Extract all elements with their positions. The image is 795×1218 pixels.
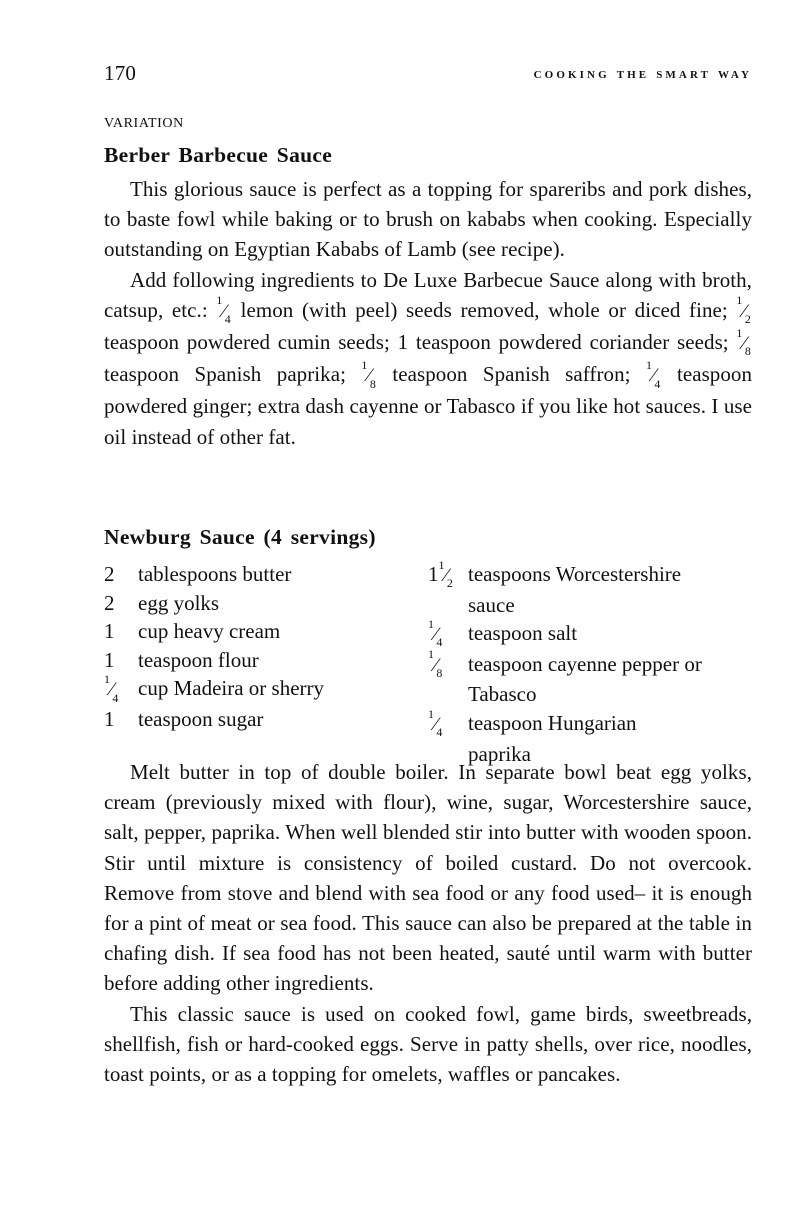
ingredient-name: egg yolks (138, 590, 220, 615)
ingredient-row (104, 646, 428, 675)
ingredient-name: Tabasco (468, 682, 537, 707)
ingredient-name: cup heavy cream (138, 619, 281, 644)
recipe-berber-body (104, 174, 752, 452)
fraction: $^1⁄_4$ (428, 706, 443, 740)
ingredient-row (428, 680, 752, 709)
fraction: $^1⁄_4$ (645, 357, 661, 391)
paragraph: This glorious sauce is perfect as a topping for spareribs and pork dishes, to baste fowl while baking or to brush on kababs when cooking. Especially outstanding on Egyptian Kababs of Lamb (see recipe). (104, 177, 752, 262)
fraction: $^1⁄_4$ (428, 616, 443, 650)
ingredient-row (104, 671, 428, 705)
fraction: $^1⁄_8$ (736, 325, 751, 359)
paragraph: Add following ingredients to De Luxe Barbecue Sauce along with broth, catsup, etc.: $^1⁄_4$ lemon (with peel) seeds removed, whole or diced fine; $^1⁄_2$ teaspoon powdered cumin seeds; 1 teaspoon powdered coriander seeds; $^1⁄_8$ teaspoon Spanish paprika; $^1⁄_8$ teaspoon Spanish saffron; $^1⁄_4$ teaspoon powdered ginger; extra dash cayenne or Tabasco if you like hot sauces. I use oil instead of other fat. (104, 267, 752, 449)
ingredient-quantity (428, 706, 468, 740)
ingredient-name: sauce (468, 592, 515, 617)
ingredient-row (104, 705, 428, 734)
recipe-title-berber-barbecue-sauce: Berber Barbecue Sauce (104, 143, 333, 167)
ingredient-column-right (428, 557, 752, 768)
paragraph: Melt butter in top of double boiler. In separate bowl beat egg yolks, cream (previously mixed with flour), wine, sugar, Worcestershire sauce, salt, pepper, paprika. When well blended stir into butter with wooden spoon. Stir until mixture is consistency of boiled custard. Do not overcook. Remove from stove and blend with sea food or any food used– it is enough for a pint of meat or sea food. This sauce can also be prepared at the table in chafing dish. If sea food has not been heated, sauté until warm with butter before adding other ingredients. (104, 760, 752, 996)
ingredient-list (104, 557, 752, 768)
fraction: $^1⁄_8$ (361, 357, 376, 391)
page-content (104, 0, 752, 1218)
ingredient-name: tablespoons butter (138, 562, 292, 586)
ingredient-name: teaspoons Worcestershire (468, 562, 682, 586)
ingredient-row (428, 706, 752, 740)
ingredient-name: teaspoon sugar (138, 706, 264, 731)
paragraph: This classic sauce is used on cooked fowl, game birds, sweetbreads, shellfish, fish or hard-cooked eggs. Serve in patty shells, over rice, noodles, toast points, or as a topping for omelets, waffles or pancakes. (104, 1001, 752, 1087)
fraction: $^1⁄_4$ (216, 293, 231, 327)
ingredient-name: teaspoon cayenne pepper or (468, 651, 702, 676)
ingredient-row (428, 591, 752, 620)
variation-label: variation (104, 110, 184, 132)
ingredient-quantity: 2 (104, 590, 115, 615)
ingredient-quantity (428, 647, 468, 681)
recipe-newburg-body (104, 757, 752, 1089)
ingredient-row (428, 616, 752, 650)
ingredient-name: paprika (468, 741, 531, 766)
ingredient-quantity (104, 671, 138, 705)
ingredient-row (428, 647, 752, 681)
ingredient-row (104, 560, 428, 589)
ingredient-quantity: 2 (104, 562, 115, 586)
ingredient-name: cup Madeira or sherry (138, 676, 325, 701)
fraction: $^1⁄_8$ (428, 647, 443, 681)
ingredient-row (428, 557, 752, 591)
fraction: $^1⁄_2$ (736, 293, 751, 327)
ingredient-row (104, 617, 428, 646)
ingredient-name: teaspoon salt (468, 621, 578, 646)
page-number: 170 (104, 61, 137, 85)
running-head (104, 60, 752, 86)
ingredient-quantity: 1 (104, 706, 115, 731)
ingredient-name: teaspoon flour (138, 647, 259, 672)
ingredient-column-left (104, 560, 428, 768)
ingredient-quantity: 1 (104, 647, 115, 672)
ingredient-quantity: 1 (104, 619, 115, 644)
ingredient-name: teaspoon Hungarian (468, 710, 637, 735)
fraction: $^1⁄_2$ (438, 557, 453, 591)
ingredient-row (104, 589, 428, 618)
ingredient-quantity (428, 616, 468, 650)
ingredient-quantity: $1^1⁄_2$ (428, 557, 453, 591)
recipe-title-newburg-sauce: Newburg Sauce (4 servings) (104, 525, 376, 549)
book-title: cooking the smart way (533, 65, 752, 82)
fraction: $^1⁄_4$ (104, 671, 119, 705)
